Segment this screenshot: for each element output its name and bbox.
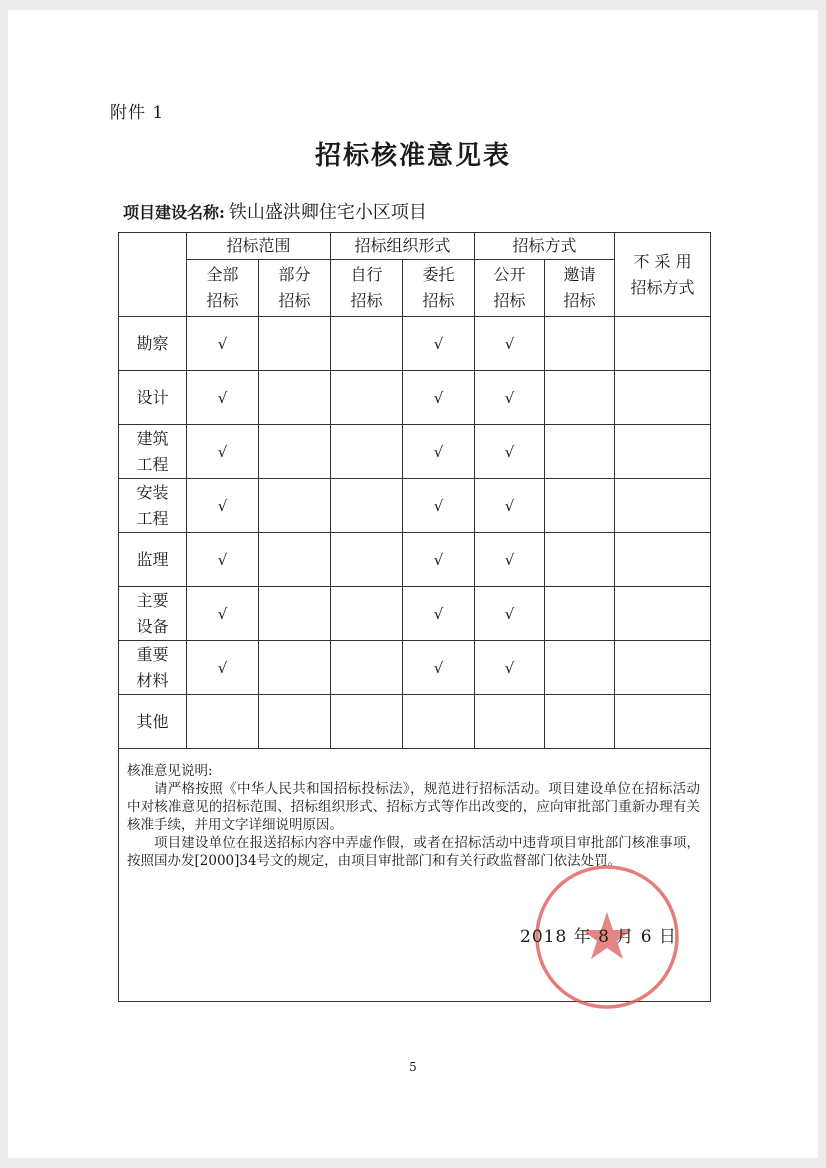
project-line (123, 198, 427, 224)
check-cell (331, 587, 403, 641)
check-cell (615, 641, 711, 695)
check-cell (615, 479, 711, 533)
project-label: 项目建设名称: (123, 203, 225, 222)
check-cell: √ (475, 317, 545, 371)
table-row (119, 371, 711, 425)
group-header: 招标方式 (475, 233, 615, 260)
check-cell (615, 695, 711, 749)
check-cell: √ (403, 533, 475, 587)
notes-paragraph: 请严格按照《中华人民共和国招标投标法》，规范进行招标活动。项目建设单位在招标活动中对核准意见的招标范围、招标组织形式、招标方式等作出改变的，应向审批部门重新办理有关核准手续，并用文字详细说明原因。 (127, 781, 700, 833)
check-cell (331, 533, 403, 587)
check-cell: √ (403, 479, 475, 533)
table-row (119, 641, 711, 695)
notes-heading: 核准意见说明: (127, 763, 213, 779)
check-cell (615, 371, 711, 425)
row-label: 主要 设备 (119, 587, 187, 641)
check-cell: √ (187, 317, 259, 371)
check-cell: √ (187, 425, 259, 479)
check-cell (331, 317, 403, 371)
check-cell (615, 425, 711, 479)
check-cell (259, 533, 331, 587)
sub-header: 全部 招标 (187, 260, 259, 317)
corner-cell (119, 233, 187, 317)
row-label: 建筑 工程 (119, 425, 187, 479)
row-label: 安装 工程 (119, 479, 187, 533)
check-cell (259, 425, 331, 479)
check-cell (187, 695, 259, 749)
row-label: 勘察 (119, 317, 187, 371)
not-adopted-header: 不 采 用 招标方式 (615, 233, 711, 317)
check-cell (331, 371, 403, 425)
check-cell: √ (403, 425, 475, 479)
notes-paragraph: 项目建设单位在报送招标内容中弄虚作假，或者在招标活动中违背项目审批部门核准事项，按照国办发[2000]34号文的规定，由项目审批部门和有关行政监督部门依法处罚。 (127, 835, 700, 869)
check-cell (259, 479, 331, 533)
check-cell: √ (475, 641, 545, 695)
check-cell (545, 587, 615, 641)
table-row (119, 479, 711, 533)
sub-header: 邀请 招标 (545, 260, 615, 317)
check-cell (615, 587, 711, 641)
check-cell (331, 425, 403, 479)
row-label: 设计 (119, 371, 187, 425)
attachment-label: 附件 1 (110, 103, 165, 123)
check-cell (475, 695, 545, 749)
check-cell (545, 695, 615, 749)
check-cell (615, 533, 711, 587)
row-label: 重要 材料 (119, 641, 187, 695)
row-label: 监理 (119, 533, 187, 587)
check-cell: √ (475, 587, 545, 641)
group-header: 招标范围 (187, 233, 331, 260)
check-cell (331, 641, 403, 695)
check-cell (615, 317, 711, 371)
check-cell (545, 425, 615, 479)
check-cell (545, 371, 615, 425)
check-cell (545, 479, 615, 533)
check-cell: √ (187, 479, 259, 533)
check-cell: √ (187, 641, 259, 695)
group-header: 招标组织形式 (331, 233, 475, 260)
check-cell: √ (403, 587, 475, 641)
table-row (119, 317, 711, 371)
check-cell (259, 695, 331, 749)
check-cell: √ (403, 317, 475, 371)
check-cell (545, 317, 615, 371)
check-cell: √ (187, 371, 259, 425)
check-cell (545, 533, 615, 587)
page-title: 招标核准意见表 (314, 141, 511, 171)
sub-header: 公开 招标 (475, 260, 545, 317)
page-number: 5 (409, 1060, 417, 1074)
check-cell: √ (475, 425, 545, 479)
check-cell (331, 479, 403, 533)
sub-header: 部分 招标 (259, 260, 331, 317)
sub-header: 自行 招标 (331, 260, 403, 317)
check-cell (259, 587, 331, 641)
check-cell (259, 371, 331, 425)
check-cell (259, 641, 331, 695)
check-cell (403, 695, 475, 749)
check-cell (545, 641, 615, 695)
check-cell: √ (475, 533, 545, 587)
check-cell (259, 317, 331, 371)
check-cell: √ (187, 587, 259, 641)
check-cell: √ (475, 371, 545, 425)
check-cell: √ (187, 533, 259, 587)
check-cell (331, 695, 403, 749)
table-row (119, 425, 711, 479)
check-cell: √ (403, 371, 475, 425)
project-value: 铁山盛洪卿住宅小区项目 (228, 202, 427, 223)
sub-header: 委托 招标 (403, 260, 475, 317)
check-cell: √ (475, 479, 545, 533)
table-row (119, 533, 711, 587)
approval-date: 2018 年 8 月 6 日 (520, 927, 677, 947)
table-row (119, 587, 711, 641)
table-row (119, 695, 711, 749)
row-label: 其他 (119, 695, 187, 749)
check-cell: √ (403, 641, 475, 695)
approval-table (118, 232, 711, 749)
